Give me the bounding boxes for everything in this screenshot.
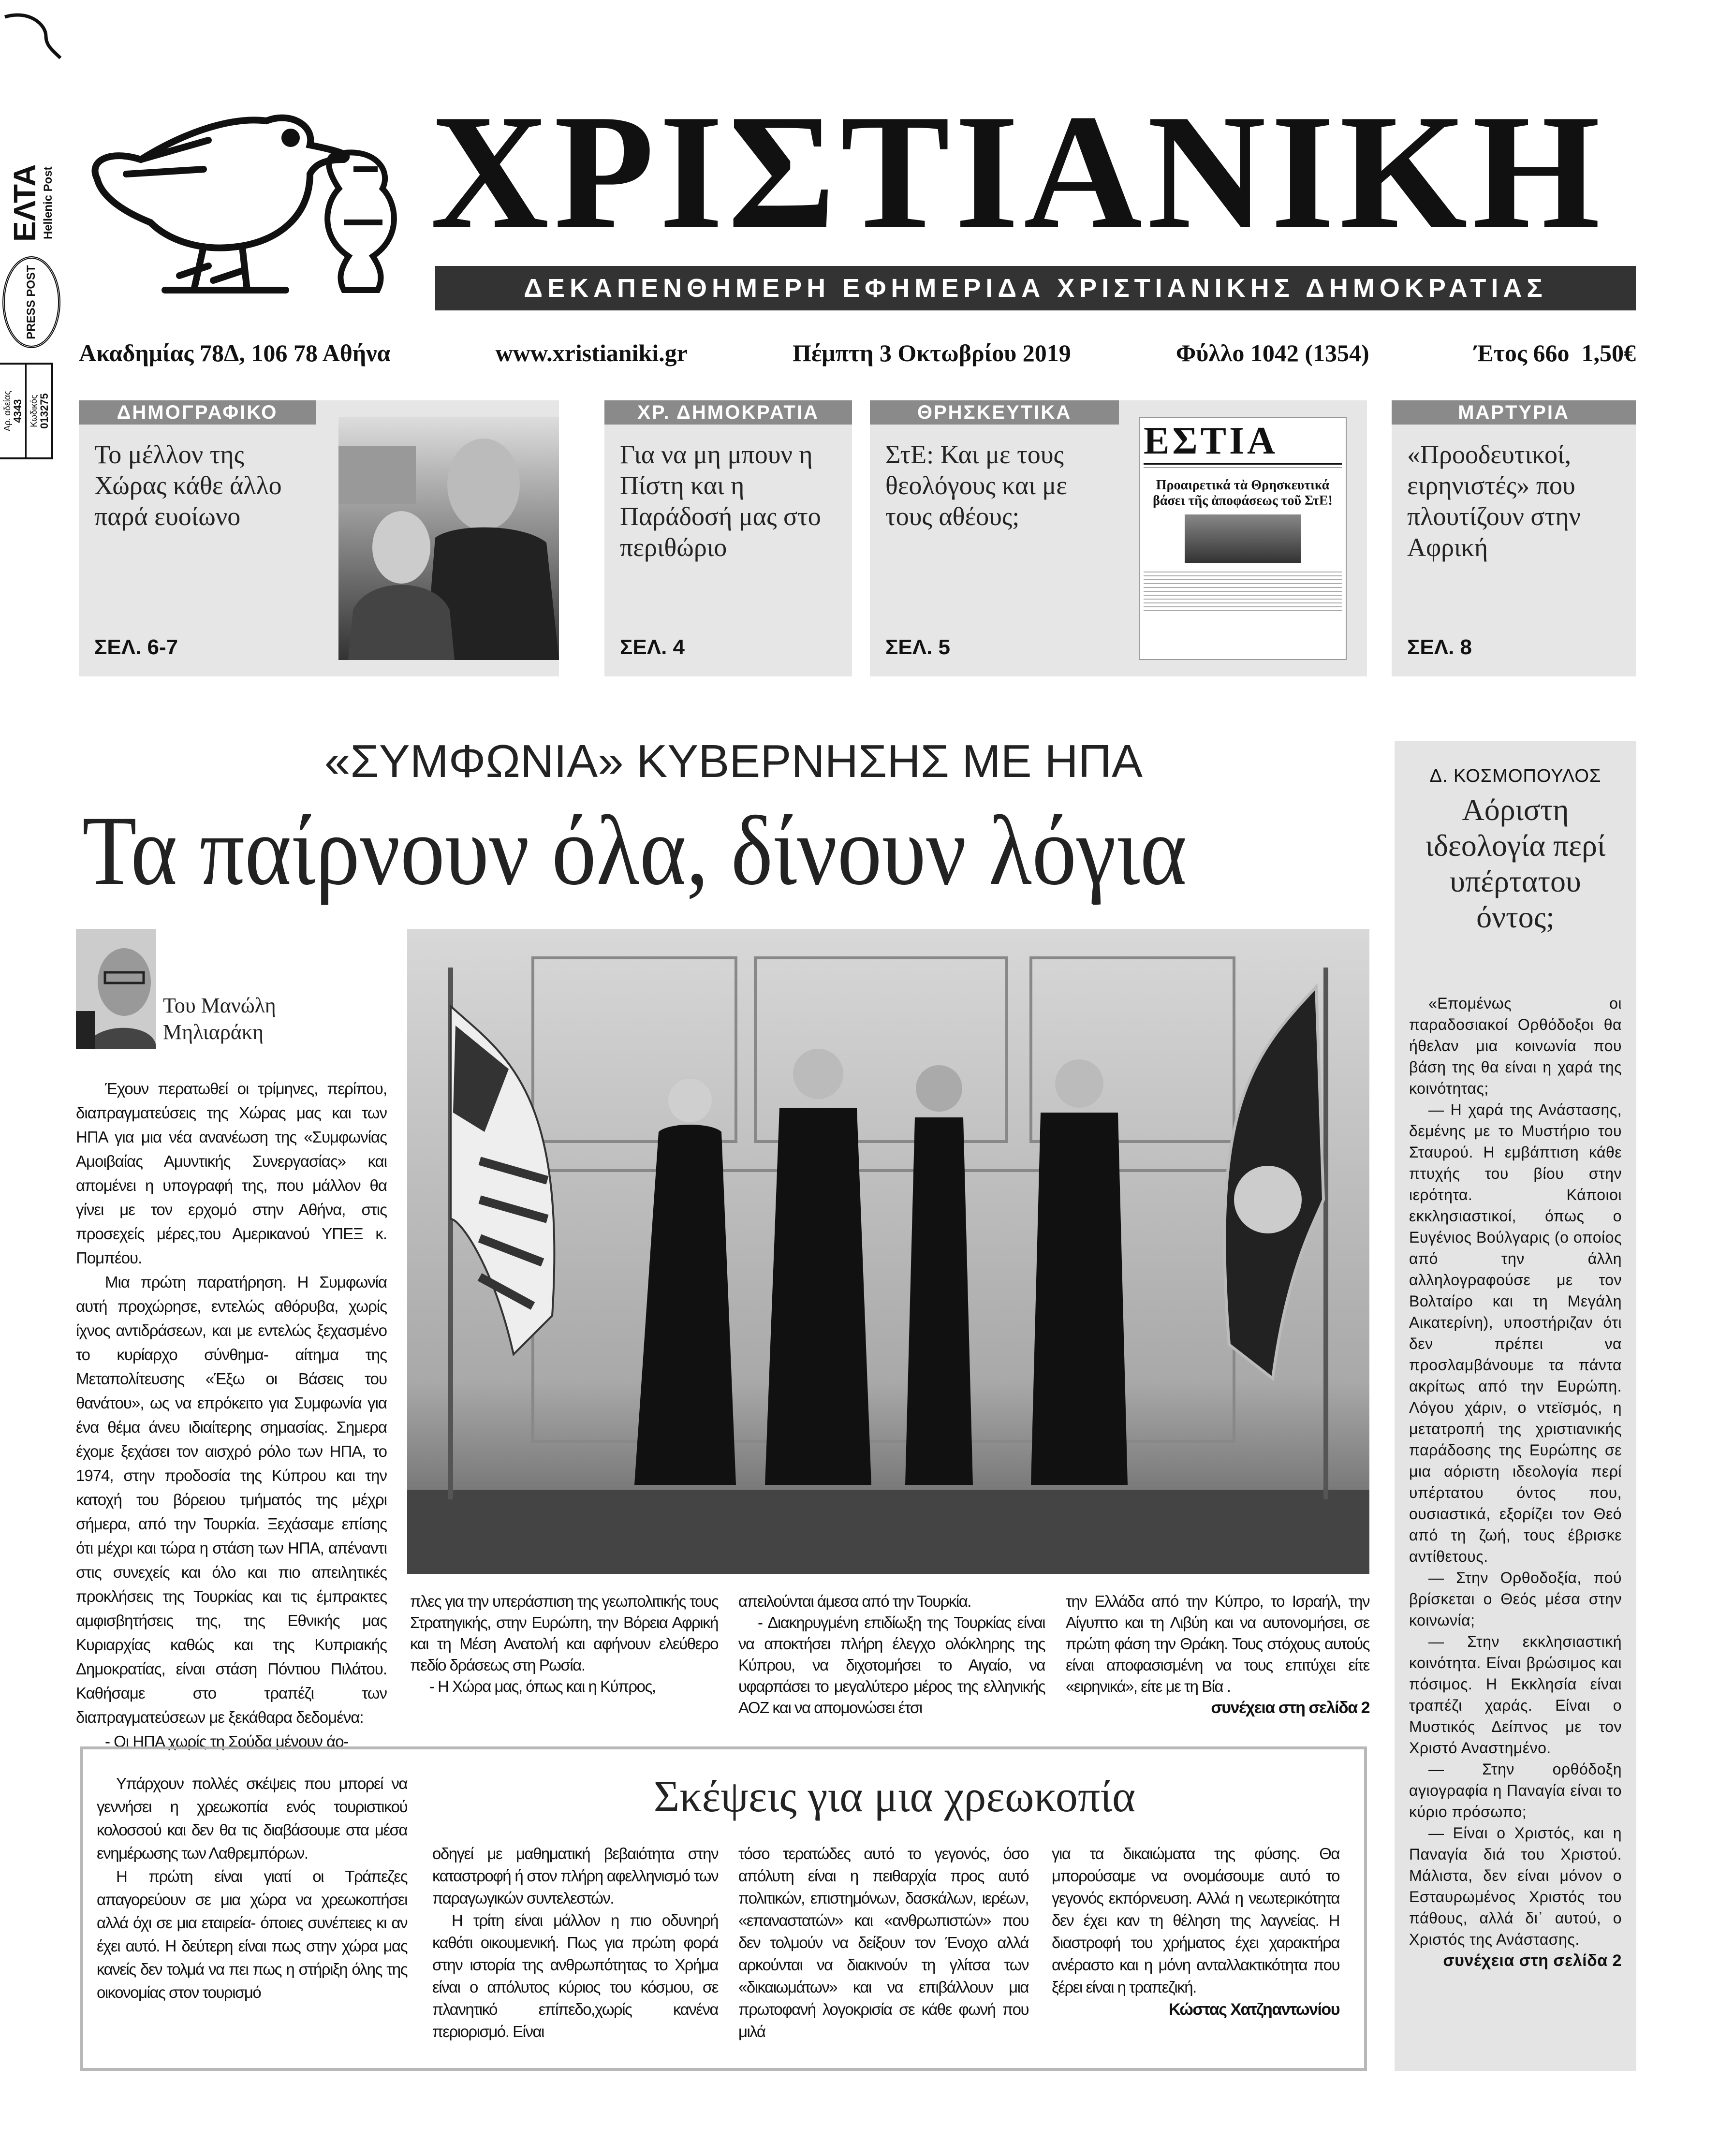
press-post-stamp [2,256,60,348]
byline-name: Μηλιαράκη [163,1020,264,1044]
code-number: 013275 [38,393,50,429]
teaser-page: ΣΕΛ. 6-7 [94,635,178,659]
paragraph: Η τρίτη είναι μάλλον η πιο οδυνηρή καθότι οικουμενική. Πως για πρώτη φορά στην ιστορία της ανθρωπότητας το Χρήμα είναι ο απόλυτος κύριος του κόσμου, σε πλανητικό επίπεδο,χωρίς κανένα περιορισμό. Είναι [432,1911,718,2040]
issue-date: Πέμπτη 3 Οκτωβρίου 2019 [793,339,1071,367]
author-photo [76,929,156,1049]
teaser-christian-democracy[interactable] [604,400,852,676]
continued-link[interactable]: συνέχεια στη σελίδα 2 [1211,1699,1369,1717]
bottom-column-3 [738,1843,1028,2043]
lead-kicker: «ΣΥΜΦΩΝΙΑ» ΚΥΒΕΡΝΗΣΗΣ ΜΕ ΗΠΑ [324,735,1143,787]
teaser-text: Για να μη μπουν η Πίστη και η Παράδοσή μας στο περιθώριο [620,440,821,562]
masthead-subtitle: ΔΕΚΑΠΕΝΘΗΜΕΡΗ ΕΦΗΜΕΡΙΔΑ ΧΡΙΣΤΙΑΝΙΚΗΣ ΔΗΜΟΚΡΑΤΙΑΣ [435,266,1636,310]
elta-swoosh-icon [0,10,63,73]
hellenic-post-label: Hellenic Post [42,166,55,240]
paragraph: Έχουν περατωθεί οι τρίμηνες, περίπου, διαπραγματεύσεις της Χώρας μας και των ΗΠΑ για μια νέα ανανέωση της «Συμφωνίας Αμοιβαίας Αμυντικής Συνεργασίας» και απομένει η υπογραφή της, που μάλλον θα γίνει με τον ερχομό στην Αθήνα, στις προσεχείς μέρες,του Αμερικανού ΥΠΕΞ κ. Πομπέου. [76,1080,387,1267]
lead-column-4 [1066,1591,1369,1718]
continued-link[interactable]: συνέχεια στη σελίδα 2 [1443,1951,1622,1970]
teaser-page: ΣΕΛ. 5 [885,635,951,659]
elta-logo: ΕΛΤΑ [7,164,42,242]
paragraph: πλες για την υπεράσπιση της γεωπολιτικής τους Στρατηγικής, στην Ευρώπη, την Βόρεια Αφρική και τη Μέση Ανατολή και αφήνουν ελεύθερο πεδίο δράσεως στη Ρωσία. [410,1592,718,1674]
bottom-headline: Σκέψεις για μια χρεωκοπία [653,1772,1136,1821]
sidebar-author: Δ. ΚΟΣΜΟΠΟΥΛΟΣ [1429,766,1601,786]
permit-number: 4343 [12,399,24,423]
permit-box [0,363,53,459]
issue-number: Φύλλο 1042 (1354) [1175,339,1369,367]
bottom-column-2 [432,1843,718,2043]
teaser-section: ΜΑΡΤΥΡΙΑ [1392,400,1636,425]
paragraph: Μια πρώτη παρατήρηση. Η Συμφωνία αυτή προχώρησε, εντελώς αθόρυβα, χωρίς ίχνος αντιδράσεων, και με εντελώς ξεχασμένο το κυρίαρχο σύνθημα- αίτημα της Μεταπολίτευσης «Έξω οι Βάσεις του θανάτου», ως να επρόκειτο για Συμφωνία για ένα θέμα άνευ ιδιαίτερης σημασίας. Σημερα έχομε ξεχάσει τον αισχρό ρόλο των ΗΠΑ, το 1974, στην προδοσία της Κύπρου και την κατοχή του βόρειου τμήματός της μέχρι σήμερα, από την Τουρκία. Ξεχάσαμε επίσης ότι μέχρι και τώρα η στάση των ΗΠΑ, απέναντι στις συνεχείς και όλο και πιο απειλητικές προκλήσεις της Τουρκίας και τις έμπρακτες αμφισβητήσεις της, της Εθνικής μας Κυριαρχίας καθώς και της Κυπριακής Δημοκρατίας, είναι στάση Πόντιου Πιλάτου. Καθήσαμε στο τραπέζι των διαπραγματεύσεων με ξεκάθαρα δεδομένα: [76,1273,387,1726]
paragraph: — Στην ορθόδοξη αγιογραφία η Παναγία είναι το κύριο πρόσωπο; [1409,1760,1622,1820]
sidebar-column [1395,741,1636,2071]
paragraph: — Είναι ο Χριστός, και η Παναγία διά του Χριστού. Μάλιστα, δεν είναι μόνον ο Εσταυρωμένος Χριστός του πάθους, αλλά δι᾽ αυτού, ο Χριστός της Ανάστασης. [1409,1824,1622,1948]
paragraph: «Επομένως οι παραδοσιακοί Ορθόδοξοι θα ήθελαν μια κοινωνία που βάση της θα είναι η χαρά της κοινότητας; [1409,995,1622,1097]
lead-column-1 [76,1077,387,1754]
lead-photo-leaders [407,929,1369,1574]
sidebar-title: Αόριστη ιδεολογία περί υπέρτατου όντος; [1425,792,1606,934]
teaser-testimony[interactable] [1392,400,1636,676]
paragraph: - Η Χώρα μας, όπως και η Κύπρος, [429,1677,656,1695]
estia-headline: Προαιρετικά τὰ Θρησκευτικά βάσει τῆς ἀποφάσεως τοῦ ΣτΕ! [1153,478,1333,508]
sidebar-body [1409,993,1622,1971]
teaser-text: ΣτΕ: Και με τους θεολόγους και με τους αθέους; [885,440,1067,531]
paragraph: — Η χαρά της Ανάστασης, δεμένης με το Μυστήριο του Σταυρού. Η εμβάπτιση κάθε πτυχής του βίου στην ιερότητα. Κάποιοι εκκλησιαστικοί, όπως ο Ευγένιος Βούλγαρις (ο οποίος από την άλλη αλληλογραφούσε με τον Βολταίρο και τη Μεγάλη Αικατερίνη), υποστήριζαν ότι δεν πρέπει να προσλαμβάνουμε τα πάντα ακρίτως από την Ευρώπη. Λόγου χάριν, ο ντεϊσμός, η μετατροπή της χριστιανικής παράδοσης της Ευρώπης σε μια αόριστη ιδεολογία περί υπέρτατου όντος που, ουσιαστικά, εξορίζει τον Θεό από τη ζωή, τους έβρισκε αντίθετους. [1409,1101,1622,1565]
paragraph: - Διακηρυγμένη επιδίωξη της Τουρκίας είναι να αποκτήσει πλήρη έλεγχο ολόκληρης της Κύπρου, να διχοτομήσει το Αιγαίο, να υφαρπάσει το μεγαλύτερο μέρος της ελληνικής ΑΟΖ και να απομονώσει έτσι [738,1613,1045,1716]
paragraph: - Οι ΗΠΑ χωρίς τη Σούδα μένουν άο- [105,1732,349,1750]
lead-column-3 [738,1591,1045,1718]
bird-logo-icon [83,97,421,305]
paragraph: — Στην εκκλησιαστική κοινότητα. Είναι βρώσιμος και πόσιμος. Η Εκκλησία είναι τραπέζι χαράς. Είναι ο Μυστικός Δείπνος με τον Χριστό Αναστημένο. [1409,1633,1622,1757]
bottom-author: Κώστας Χατζηαντωνίου [1168,2000,1339,2019]
bottom-column-1 [97,1772,407,2004]
code-label: Κωδικός [29,395,39,427]
lead-column-2 [410,1591,718,1697]
teaser-section: ΧΡ. ΔΗΜΟΚΡΑΤΙΑ [604,400,852,425]
estia-clipping [1139,417,1347,660]
paragraph: τόσο τερατώδες αυτό το γεγονός, όσο απόλυτη είναι η πειθαρχία προς αυτό πολιτικών, επιστημόνων, δασκάλων, ιερέων, «επαναστατών» και «ανθρωπιστών» που δεν τολμούν να δείξουν τον Ένοχο αλλά αρκούνται να διακινούν τη γλίτσα των «δικαιωμάτων» και να επιβάλλουν μια πρωτοφανή λογοκρισία σε κάθε φωνή που μιλά [738,1845,1028,2040]
permit-label: Αρ. αδείας [2,391,12,431]
paragraph: για τα δικαιώματα της φύσης. Θα μπορούσαμε να ονομάσουμε αυτό το γεγονός εκπόρνευση. Αλλά η νεωτερικότητα δεν έχει καν τη θέληση της λαγνείας. Η διαστροφή του χρήματος έχει χαρακτήρα ανέραστο και η μόνη ανταλλακτικότητα που ξέρει είναι η τραπεζική. [1052,1845,1339,1996]
byline-prefix: Του Μανώλη [163,994,276,1017]
teaser-text: «Προοδευτικοί, ειρηνιστές» που πλουτίζουν στην Αφρική [1407,440,1581,562]
teaser-page: ΣΕΛ. 4 [620,635,685,659]
lead-headline: Τα παίρνουν όλα, δίνουν λόγια [82,796,1187,906]
website-link[interactable]: www.xristianiki.gr [495,339,688,367]
masthead-title: ΧΡΙΣΤΙΑΝΙΚΗ [430,80,1605,263]
bottom-column-4 [1052,1843,1339,2021]
teaser-religious[interactable] [870,400,1367,676]
teaser-section: ΔΗΜΟΓΡΑΦΙΚΟ [79,400,316,425]
info-line [79,338,1636,367]
paragraph: Η πρώτη είναι γιατί οι Τράπεζες απαγορεύουν σε μια χώρα να χρεωκοπήσει αλλά όχι σε μια εταιρεία- όποιες συνέπειες κι αν έχει αυτό. Η δεύτερη είναι πως στην χώρα μας κανείς δεν τολμά να πει πως η στήριξη όλης της οικονομίας στον τουρισμό [97,1867,407,2001]
paragraph: απειλούνται άμεσα από την Τουρκία. [738,1592,971,1610]
teaser-demographic[interactable] [79,400,559,676]
address: Ακαδημίας 78Δ, 106 78 Αθήνα [79,339,391,367]
paragraph: Υπάρχουν πολλές σκέψεις που μπορεί να γεννήσει η χρεωκοπία ενός τουριστικού κολοσσού και δεν θα τις διαβάσουμε στα μέσα ενημέρωσης των Λαθρεμπόρων. [97,1775,407,1862]
teaser-section: ΘΡΗΣΚΕΥΤΙΚΑ [870,400,1119,425]
press-post-label: PRESS POST [25,265,38,339]
teaser-photo-elder-child [338,417,559,660]
postage-marks [0,73,63,459]
estia-masthead: ΕΣΤΙΑ [1144,420,1278,462]
teaser-text: Το μέλλον της Χώρας κάθε άλλο παρά ευοίωνο [94,440,282,531]
paragraph: οδηγεί με μαθηματική βεβαιότητα στην καταστροφή ή στον πλήρη αφελληνισμό των παραγωγικών συντελεστών. [432,1845,718,1907]
teaser-page: ΣΕΛ. 8 [1407,635,1472,659]
paragraph: — Στην Ορθοδοξία, πού βρίσκεται ο Θεός μέσα στην κοινωνία; [1409,1569,1622,1629]
year-price: Έτος 66ο 1,50€ [1474,339,1636,367]
paragraph: την Ελλάδα από την Κύπρο, το Ισραήλ, την Αίγυπτο και τη Λιβύη και να αυτονομήσει, σε πρώτη φάση την Θράκη. Τους στόχους αυτούς είναι αποφασισμένη να τους επιτύχει είτε «ειρηνικά», είτε με τη Βία . [1066,1592,1369,1695]
